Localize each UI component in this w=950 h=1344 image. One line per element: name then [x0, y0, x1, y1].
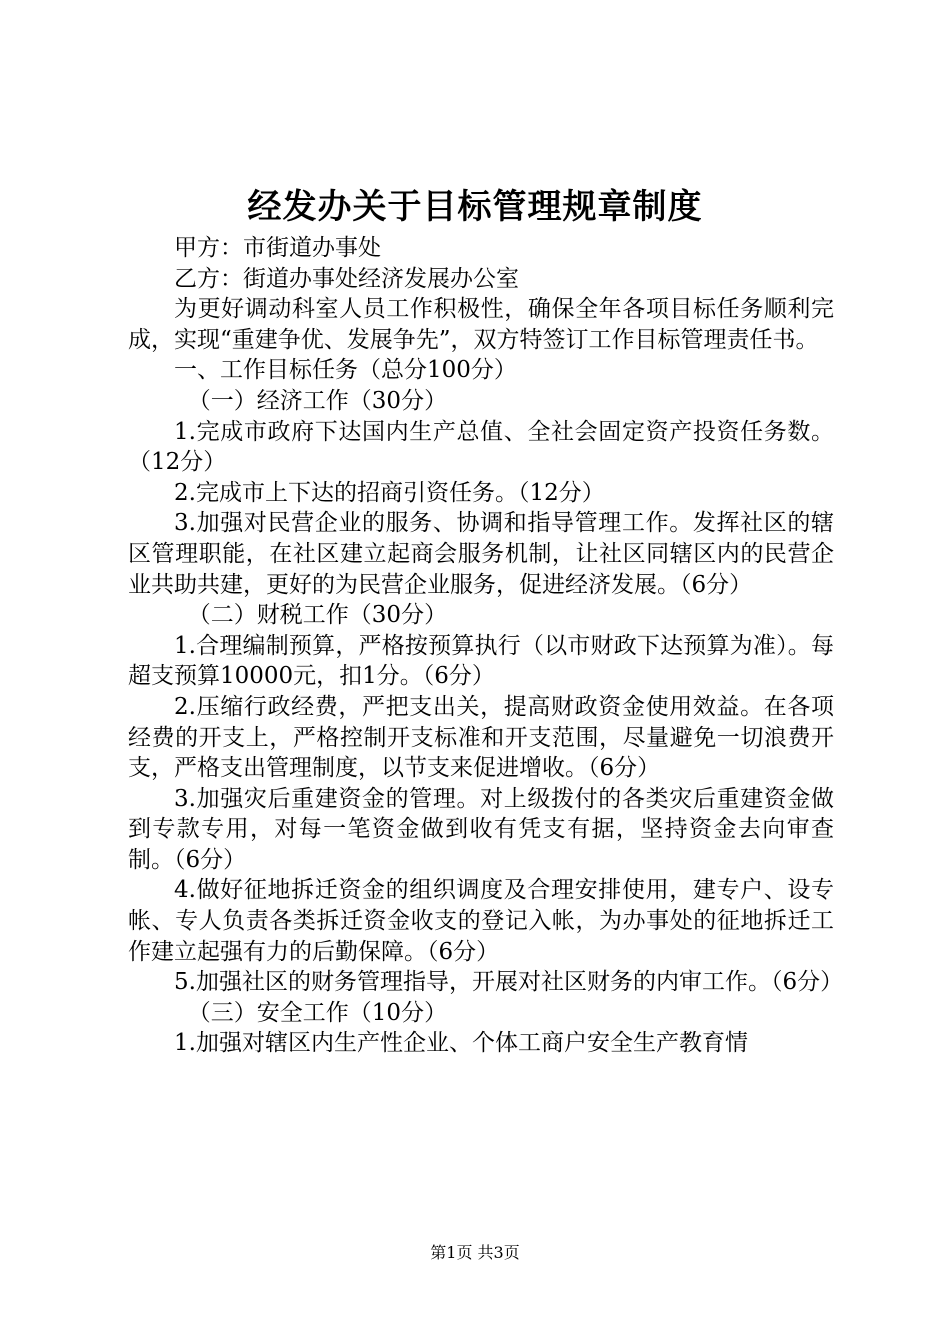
economy-item-3: 3.加强对民营企业的服务、协调和指导管理工作。发挥社区的辖区管理职能，在社区建立起商会服务机制，让社区同辖区内的民营企业共助共建，更好的为民营企业服务，促进经济发展。（6分） — [128, 510, 834, 598]
party-a: 甲方：市街道办事处 — [174, 235, 381, 261]
finance-item-1: 1.合理编制预算，严格按预算执行（以市财政下达预算为准）。每超支预算10000元，扣1分。（6分） — [128, 632, 834, 690]
page-footer: 第1页 共3页 — [430, 1243, 520, 1262]
document-body — [128, 233, 844, 1059]
section-heading-1: 一、工作目标任务（总分100分） — [174, 357, 517, 384]
economy-item-2: 2.完成市上下达的招商引资任务。（12分） — [174, 479, 605, 506]
subsection-heading-finance: （二）财税工作（30分） — [187, 602, 448, 629]
finance-item-3: 3.加强灾后重建资金的管理。对上级拨付的各类灾后重建资金做到专款专用，对每一笔资金做到收有凭支有据，坚持资金去向审查制。（6分） — [128, 785, 834, 873]
subsection-heading-safety: （三）安全工作（10分） — [187, 999, 448, 1026]
finance-item-2: 2.压缩行政经费，严把支出关，提高财政资金使用效益。在各项经费的开支上，严格控制开支标准和开支范围，尽量避免一切浪费开支，严格支出管理制度，以节支来促进增收。（6分） — [128, 693, 834, 782]
economy-item-1: 1.完成市政府下达国内生产总值、全社会固定资产投资任务数。（12分） — [128, 418, 834, 476]
subsection-heading-economy: （一）经济工作（30分） — [187, 387, 448, 414]
document-title: 经发办关于目标管理规章制度 — [247, 187, 703, 227]
finance-item-4: 4.做好征地拆迁资金的组织调度及合理安排使用，建专户、设专帐、专人负责各类拆迁资金收支的登记入帐，为办事处的征地拆迁工作建立起强有力的后勤保障。（6分） — [128, 877, 834, 965]
safety-item-1: 1.加强对辖区内生产性企业、个体工商户安全生产教育情 — [174, 1030, 748, 1057]
finance-item-5: 5.加强社区的财务管理指导，开展对社区财务的内审工作。（6分） — [174, 969, 844, 996]
party-b: 乙方：街道办事处经济发展办公室 — [174, 265, 519, 292]
intro-paragraph: 为更好调动科室人员工作积极性，确保全年各项目标任务顺利完成，实现“重建争优、发展争先”，双方特签订工作目标管理责任书。 — [128, 296, 834, 353]
